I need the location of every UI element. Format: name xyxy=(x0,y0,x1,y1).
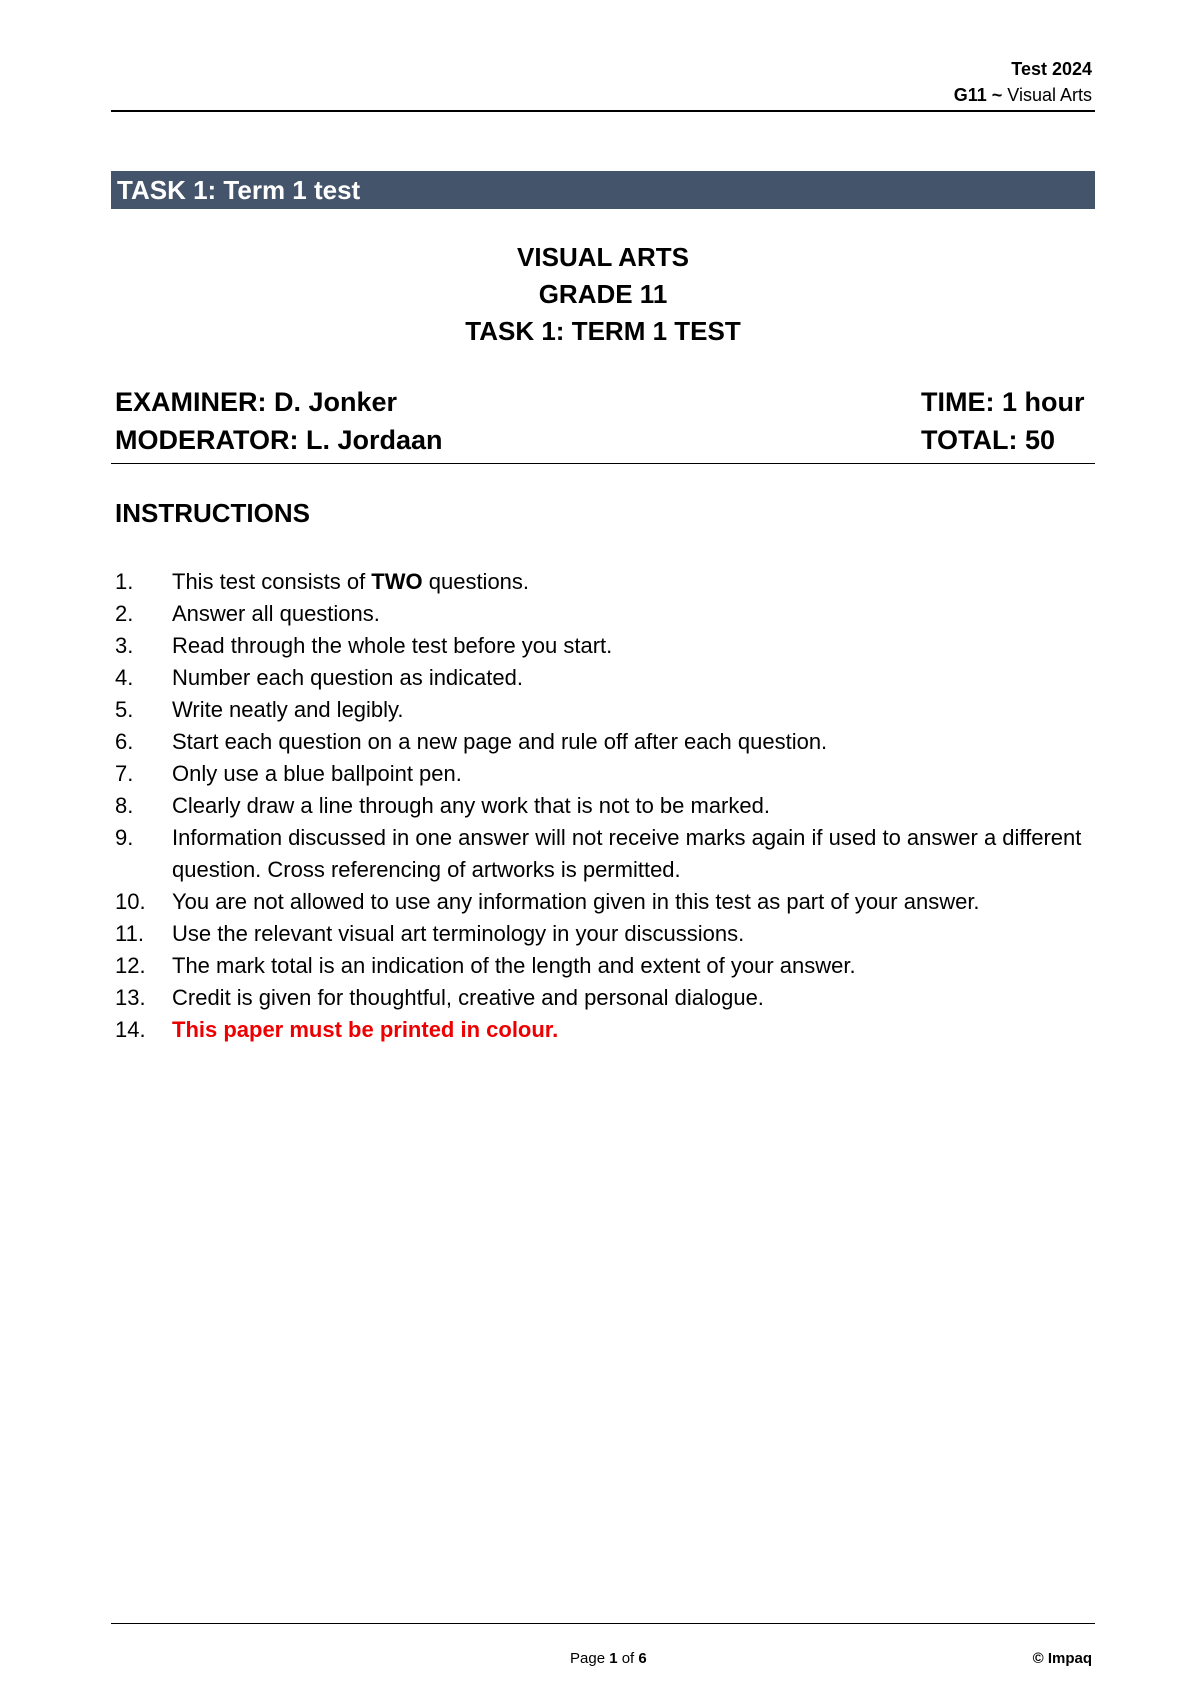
list-item xyxy=(115,758,1100,790)
list-item xyxy=(115,982,1100,1014)
list-text: Only use a blue ballpoint pen. xyxy=(172,761,462,786)
list-text-post: questions. xyxy=(422,569,530,594)
list-number: 12. xyxy=(115,953,146,978)
instructions-list xyxy=(115,566,1100,1046)
list-number: 13. xyxy=(115,985,146,1010)
copyright-notice: © Impaq xyxy=(1032,1650,1092,1667)
list-number: 9. xyxy=(115,825,134,850)
header-test-year: Test 2024 xyxy=(1011,59,1092,79)
list-number: 1. xyxy=(115,569,134,594)
list-number: 6. xyxy=(115,729,134,754)
list-number: 14. xyxy=(115,1017,146,1042)
moderator-label: MODERATOR: L. Jordaan xyxy=(115,425,443,455)
page-total: 6 xyxy=(638,1650,647,1667)
list-item xyxy=(115,950,1100,982)
grade-title: GRADE 11 xyxy=(538,279,668,309)
list-item xyxy=(115,886,1100,918)
header-divider xyxy=(111,110,1095,112)
subject-title: VISUAL ARTS xyxy=(517,242,689,272)
list-text-bold: TWO xyxy=(371,569,423,594)
of-label: of xyxy=(617,1650,639,1667)
task-title: TASK 1: TERM 1 TEST xyxy=(465,316,741,346)
list-number: 7. xyxy=(115,761,134,786)
list-text: Number each question as indicated. xyxy=(172,665,523,690)
time-label: TIME: 1 hour xyxy=(921,387,1085,417)
list-text: Credit is given for thoughtful, creative and personal dialogue. xyxy=(172,985,764,1010)
list-number: 5. xyxy=(115,697,134,722)
list-number: 8. xyxy=(115,793,134,818)
list-item xyxy=(115,662,1100,694)
list-text: The mark total is an indication of the length and extent of your answer. xyxy=(172,953,856,978)
list-item xyxy=(115,598,1100,630)
list-number: 3. xyxy=(115,633,134,658)
list-text: Answer all questions. xyxy=(172,601,380,626)
list-number: 11. xyxy=(115,921,144,946)
task-banner: TASK 1: Term 1 test xyxy=(111,171,1095,209)
list-text: Start each question on a new page and rule off after each question. xyxy=(172,729,828,754)
examiner-label: EXAMINER: D. Jonker xyxy=(115,387,398,417)
list-number: 10. xyxy=(115,889,146,914)
list-item xyxy=(115,726,1100,758)
page-indicator xyxy=(570,1650,647,1667)
page-label: Page xyxy=(570,1650,610,1667)
list-item xyxy=(115,790,1100,822)
instructions-heading: INSTRUCTIONS xyxy=(115,498,310,528)
total-label: TOTAL: 50 xyxy=(921,425,1056,455)
list-item xyxy=(115,1014,1100,1046)
list-item xyxy=(115,918,1100,950)
header-subject: Visual Arts xyxy=(1002,85,1092,105)
list-text-pre: This test consists of xyxy=(172,569,372,594)
list-text xyxy=(172,566,1100,598)
list-number: 2. xyxy=(115,601,134,626)
list-item xyxy=(115,694,1100,726)
page-header xyxy=(954,56,1092,108)
colour-warning-text: This paper must be printed in colour. xyxy=(172,1017,559,1042)
meta-divider xyxy=(111,463,1095,464)
list-item xyxy=(115,566,1100,598)
header-grade: G11 ~ xyxy=(953,85,1003,105)
page-number: 1 xyxy=(609,1650,618,1667)
list-text: Read through the whole test before you start. xyxy=(172,633,613,658)
list-text: Information discussed in one answer will not receive marks again if used to answer a different question. Cross referencing of artworks is permitted. xyxy=(172,825,1082,882)
list-text: Clearly draw a line through any work that is not to be marked. xyxy=(172,793,770,818)
footer-divider xyxy=(111,1623,1095,1624)
list-item xyxy=(115,630,1100,662)
list-item xyxy=(115,822,1100,886)
list-number: 4. xyxy=(115,665,134,690)
list-text: You are not allowed to use any information given in this test as part of your answer. xyxy=(172,889,980,914)
list-text: Use the relevant visual art terminology in your discussions. xyxy=(172,921,745,946)
list-text: Write neatly and legibly. xyxy=(172,697,404,722)
